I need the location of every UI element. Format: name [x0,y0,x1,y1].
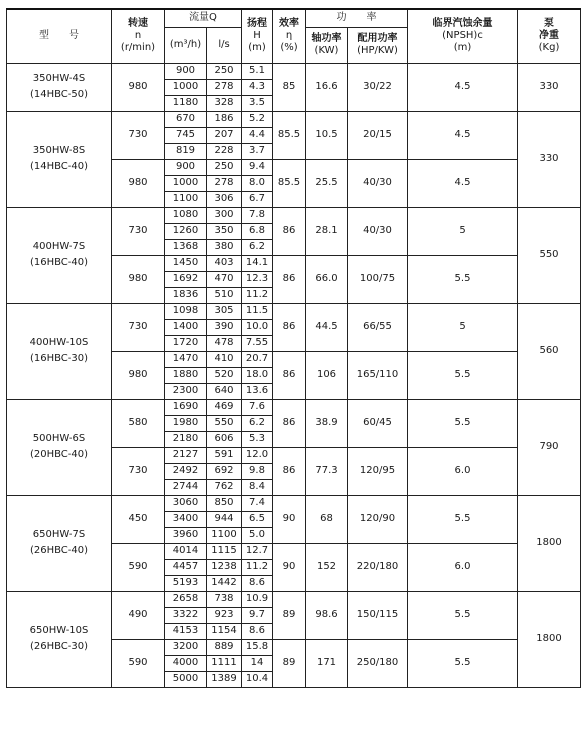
flow-ls-cell: 350 [207,223,242,239]
flow-ls-cell: 923 [207,607,242,623]
flow-m3h-cell: 1836 [165,287,207,303]
flow-ls-cell: 228 [207,143,242,159]
model-cell [7,591,112,687]
weight-cell: 330 [518,63,581,111]
flow-ls-cell: 470 [207,271,242,287]
model-alias: (14HBC-50) [29,89,89,100]
efficiency-header-symbol: η [285,30,293,42]
model-cell [7,303,112,399]
shaft-power-title: 轴功率 [311,33,342,44]
flow-ls-cell: 390 [207,319,242,335]
model-header: 型 号 [7,9,112,63]
flow-m3h-cell: 900 [165,63,207,79]
flow-m3h-cell: 819 [165,143,207,159]
speed-header-unit: (r/min) [120,42,156,54]
head-cell: 4.4 [242,127,273,143]
speed-header [112,9,165,63]
head-cell: 10.0 [242,319,273,335]
head-cell: 11.2 [242,559,273,575]
model-alias: (26HBC-30) [29,641,89,652]
motor-power-cell: 20/15 [348,111,408,159]
flow-header: 流量Q [165,9,242,27]
shaft-power-cell: 25.5 [306,159,348,207]
head-cell: 18.0 [242,367,273,383]
npsh-cell: 5 [408,303,518,351]
head-header [242,9,273,63]
flow-m3h-cell: 1000 [165,175,207,191]
flow-ls-cell: 520 [207,367,242,383]
weight-header [518,9,581,63]
motor-power-cell: 165/110 [348,351,408,399]
flow-m3h-cell: 1098 [165,303,207,319]
model-cell [7,495,112,591]
weight-cell: 560 [518,303,581,399]
flow-m3h-header: (m³/h) [165,27,207,63]
head-header-unit: (m) [248,42,266,54]
flow-m3h-cell: 2180 [165,431,207,447]
flow-m3h-cell: 1368 [165,239,207,255]
model-alias: (14HBC-40) [29,161,89,172]
flow-ls-cell: 306 [207,191,242,207]
speed-header-symbol: n [134,30,142,42]
flow-m3h-cell: 2744 [165,479,207,495]
table-row [7,591,581,607]
head-cell: 8.6 [242,575,273,591]
speed-cell: 730 [112,447,165,495]
weight-header-subtitle: 净重 [539,30,559,42]
efficiency-header-title: 效率 [279,18,299,30]
table-row [7,207,581,223]
flow-m3h-cell: 1690 [165,399,207,415]
head-cell: 12.7 [242,543,273,559]
flow-ls-cell: 1238 [207,559,242,575]
shaft-power-cell: 106 [306,351,348,399]
npsh-cell: 5 [408,207,518,255]
npsh-cell: 4.5 [408,159,518,207]
efficiency-cell: 85 [273,63,306,111]
flow-ls-cell: 1100 [207,527,242,543]
head-cell: 7.6 [242,399,273,415]
efficiency-cell: 89 [273,639,306,687]
flow-m3h-cell: 5000 [165,671,207,687]
head-cell: 8.6 [242,623,273,639]
flow-ls-cell: 640 [207,383,242,399]
model-cell [7,399,112,495]
shaft-power-cell: 28.1 [306,207,348,255]
shaft-power-cell: 66.0 [306,255,348,303]
flow-ls-cell: 380 [207,239,242,255]
flow-m3h-cell: 1720 [165,335,207,351]
table-row [7,303,581,319]
efficiency-cell: 85.5 [273,111,306,159]
npsh-cell: 5.5 [408,399,518,447]
flow-ls-cell: 738 [207,591,242,607]
efficiency-cell: 86 [273,447,306,495]
head-cell: 14 [242,655,273,671]
efficiency-cell: 85.5 [273,159,306,207]
flow-ls-cell: 410 [207,351,242,367]
head-cell: 6.7 [242,191,273,207]
motor-power-cell: 60/45 [348,399,408,447]
flow-m3h-cell: 1470 [165,351,207,367]
head-cell: 3.7 [242,143,273,159]
efficiency-cell: 86 [273,303,306,351]
speed-cell: 590 [112,639,165,687]
head-cell: 6.2 [242,239,273,255]
table-body [7,63,581,687]
model-alias: (16HBC-30) [29,353,89,364]
motor-power-unit: (HP/KW) [357,45,398,56]
npsh-cell: 5.5 [408,495,518,543]
efficiency-cell: 90 [273,543,306,591]
flow-m3h-cell: 2492 [165,463,207,479]
efficiency-cell: 86 [273,399,306,447]
shaft-power-unit: (KW) [314,45,339,56]
flow-ls-cell: 300 [207,207,242,223]
head-cell: 5.3 [242,431,273,447]
flow-ls-cell: 591 [207,447,242,463]
head-header-symbol: H [253,30,261,42]
flow-ls-cell: 510 [207,287,242,303]
shaft-power-cell: 16.6 [306,63,348,111]
npsh-cell: 5.5 [408,255,518,303]
head-cell: 8.4 [242,479,273,495]
flow-ls-cell: 278 [207,79,242,95]
head-cell: 6.2 [242,415,273,431]
shaft-power-cell: 77.3 [306,447,348,495]
flow-m3h-cell: 2658 [165,591,207,607]
motor-power-cell: 120/95 [348,447,408,495]
head-cell: 9.4 [242,159,273,175]
npsh-header [408,9,518,63]
weight-header-unit: (Kg) [538,42,560,54]
table-header [7,9,581,63]
head-cell: 9.8 [242,463,273,479]
model-cell [7,63,112,111]
head-cell: 8.0 [242,175,273,191]
model-alias: (20HBC-40) [29,449,89,460]
motor-power-cell: 100/75 [348,255,408,303]
flow-ls-cell: 250 [207,63,242,79]
npsh-cell: 6.0 [408,543,518,591]
flow-m3h-cell: 1692 [165,271,207,287]
weight-cell: 330 [518,111,581,207]
flow-m3h-cell: 5193 [165,575,207,591]
flow-m3h-cell: 4153 [165,623,207,639]
flow-ls-header: l/s [207,27,242,63]
flow-ls-cell: 1442 [207,575,242,591]
flow-ls-cell: 250 [207,159,242,175]
head-cell: 5.0 [242,527,273,543]
model-name: 650HW-10S [29,625,89,636]
head-cell: 4.3 [242,79,273,95]
flow-m3h-cell: 900 [165,159,207,175]
flow-ls-cell: 1154 [207,623,242,639]
flow-ls-cell: 1111 [207,655,242,671]
efficiency-header-unit: (%) [280,42,298,54]
flow-m3h-cell: 1260 [165,223,207,239]
speed-cell: 730 [112,303,165,351]
shaft-power-cell: 98.6 [306,591,348,639]
flow-ls-cell: 469 [207,399,242,415]
efficiency-cell: 90 [273,495,306,543]
motor-power-cell: 40/30 [348,207,408,255]
head-cell: 7.8 [242,207,273,223]
head-header-title: 扬程 [247,18,267,30]
weight-cell: 790 [518,399,581,495]
npsh-cell: 5.5 [408,591,518,639]
flow-m3h-cell: 1980 [165,415,207,431]
efficiency-cell: 86 [273,255,306,303]
table-row [7,111,581,127]
weight-cell: 550 [518,207,581,303]
speed-cell: 980 [112,255,165,303]
flow-m3h-cell: 4000 [165,655,207,671]
flow-m3h-cell: 1180 [165,95,207,111]
weight-header-title: 泵 [544,18,554,30]
npsh-header-symbol: (NPSH)c [442,30,483,42]
model-cell [7,111,112,207]
flow-m3h-cell: 3322 [165,607,207,623]
speed-cell: 450 [112,495,165,543]
efficiency-cell: 86 [273,351,306,399]
flow-ls-cell: 850 [207,495,242,511]
model-name: 350HW-4S [32,73,86,84]
speed-header-title: 转速 [128,18,148,30]
flow-ls-cell: 186 [207,111,242,127]
flow-m3h-cell: 2127 [165,447,207,463]
head-cell: 9.7 [242,607,273,623]
speed-cell: 730 [112,207,165,255]
head-cell: 12.3 [242,271,273,287]
head-cell: 7.4 [242,495,273,511]
flow-ls-cell: 606 [207,431,242,447]
flow-ls-cell: 944 [207,511,242,527]
flow-m3h-cell: 670 [165,111,207,127]
flow-ls-cell: 1115 [207,543,242,559]
flow-m3h-cell: 1400 [165,319,207,335]
flow-ls-cell: 478 [207,335,242,351]
npsh-cell: 4.5 [408,111,518,159]
efficiency-header [273,9,306,63]
shaft-power-cell: 44.5 [306,303,348,351]
head-cell: 5.2 [242,111,273,127]
motor-power-cell: 220/180 [348,543,408,591]
npsh-cell: 5.5 [408,639,518,687]
speed-cell: 980 [112,63,165,111]
head-cell: 6.8 [242,223,273,239]
flow-m3h-cell: 1000 [165,79,207,95]
flow-m3h-cell: 4014 [165,543,207,559]
speed-cell: 730 [112,111,165,159]
motor-power-cell: 66/55 [348,303,408,351]
pump-spec-sheet [6,8,580,688]
flow-m3h-cell: 4457 [165,559,207,575]
flow-ls-cell: 305 [207,303,242,319]
motor-power-cell: 120/90 [348,495,408,543]
flow-m3h-cell: 2300 [165,383,207,399]
speed-cell: 490 [112,591,165,639]
shaft-power-cell: 152 [306,543,348,591]
flow-m3h-cell: 1880 [165,367,207,383]
flow-ls-cell: 403 [207,255,242,271]
weight-cell: 1800 [518,591,581,687]
weight-cell: 1800 [518,495,581,591]
flow-m3h-cell: 3400 [165,511,207,527]
model-name: 350HW-8S [32,145,86,156]
shaft-power-cell: 171 [306,639,348,687]
head-cell: 10.4 [242,671,273,687]
flow-m3h-cell: 1450 [165,255,207,271]
motor-power-cell: 250/180 [348,639,408,687]
motor-power-title: 配用功率 [357,33,398,44]
head-cell: 20.7 [242,351,273,367]
model-alias: (16HBC-40) [29,257,89,268]
flow-m3h-cell: 745 [165,127,207,143]
flow-ls-cell: 550 [207,415,242,431]
flow-ls-cell: 1389 [207,671,242,687]
flow-m3h-cell: 1100 [165,191,207,207]
flow-ls-cell: 692 [207,463,242,479]
pump-performance-table [6,8,581,688]
head-cell: 11.2 [242,287,273,303]
npsh-cell: 5.5 [408,351,518,399]
flow-ls-cell: 328 [207,95,242,111]
model-name: 400HW-10S [29,337,89,348]
head-cell: 14.1 [242,255,273,271]
motor-power-cell: 150/115 [348,591,408,639]
model-name: 650HW-7S [32,529,86,540]
speed-cell: 980 [112,159,165,207]
shaft-power-cell: 68 [306,495,348,543]
model-name: 400HW-7S [32,241,86,252]
motor-power-cell: 30/22 [348,63,408,111]
flow-m3h-cell: 3200 [165,639,207,655]
npsh-cell: 4.5 [408,63,518,111]
flow-ls-cell: 278 [207,175,242,191]
shaft-power-cell: 38.9 [306,399,348,447]
table-row [7,495,581,511]
head-cell: 11.5 [242,303,273,319]
head-cell: 13.6 [242,383,273,399]
head-cell: 10.9 [242,591,273,607]
npsh-cell: 6.0 [408,447,518,495]
head-cell: 12.0 [242,447,273,463]
npsh-header-unit: (m) [453,42,472,54]
flow-m3h-cell: 1080 [165,207,207,223]
head-cell: 7.55 [242,335,273,351]
shaft-power-header [306,27,348,63]
flow-ls-cell: 207 [207,127,242,143]
motor-power-header [348,27,408,63]
power-header: 功 率 [306,9,408,27]
table-row [7,63,581,79]
flow-ls-cell: 762 [207,479,242,495]
efficiency-cell: 86 [273,207,306,255]
head-cell: 6.5 [242,511,273,527]
table-row [7,399,581,415]
head-cell: 3.5 [242,95,273,111]
flow-m3h-cell: 3960 [165,527,207,543]
head-cell: 15.8 [242,639,273,655]
speed-cell: 590 [112,543,165,591]
model-name: 500HW-6S [32,433,86,444]
model-alias: (26HBC-40) [29,545,89,556]
flow-ls-cell: 889 [207,639,242,655]
efficiency-cell: 89 [273,591,306,639]
motor-power-cell: 40/30 [348,159,408,207]
npsh-header-title: 临界汽蚀余量 [432,18,493,30]
speed-cell: 580 [112,399,165,447]
flow-m3h-cell: 3060 [165,495,207,511]
head-cell: 5.1 [242,63,273,79]
model-cell [7,207,112,303]
speed-cell: 980 [112,351,165,399]
shaft-power-cell: 10.5 [306,111,348,159]
